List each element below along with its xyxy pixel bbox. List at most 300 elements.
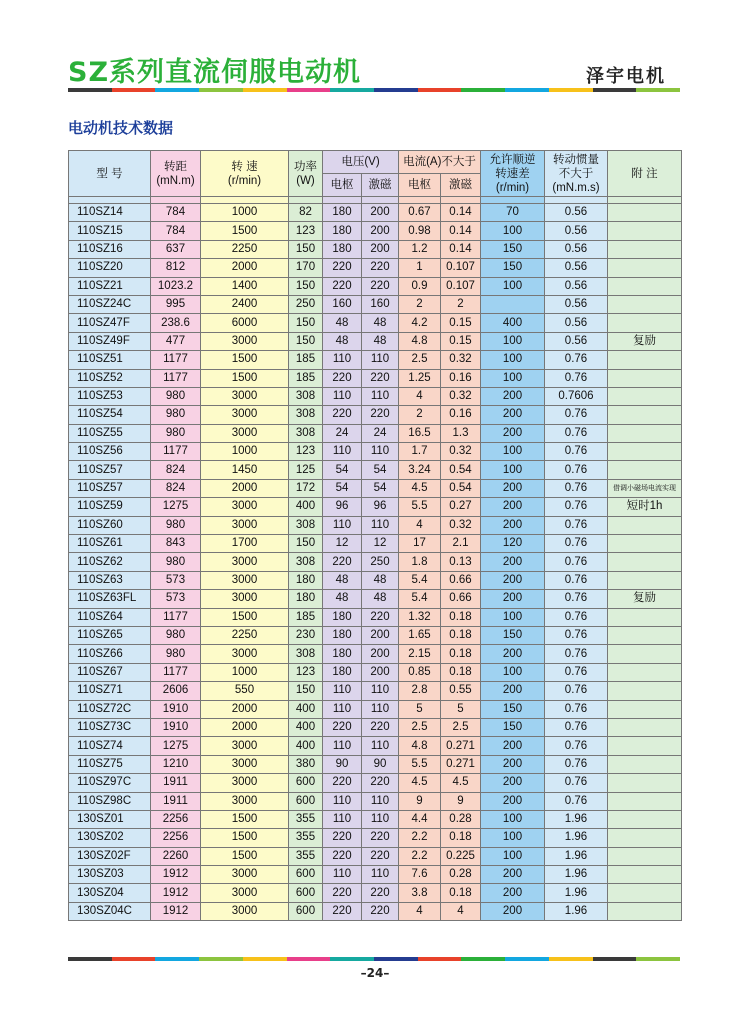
table-cell: 48 [323, 590, 362, 608]
table-cell: 220 [362, 884, 399, 902]
table-row [69, 553, 682, 571]
table-cell: 100 [481, 810, 545, 828]
table-cell: 4.8 [399, 332, 441, 350]
table-cell: 1023.2 [151, 277, 201, 295]
table-row [69, 829, 682, 847]
table-cell: 200 [362, 204, 399, 222]
table-cell: 0.32 [441, 387, 481, 405]
table-cell: 355 [289, 810, 323, 828]
table-cell: 355 [289, 847, 323, 865]
table-cell: 0.76 [545, 351, 608, 369]
table-cell: 220 [323, 718, 362, 736]
table-cell: 24 [362, 424, 399, 442]
table-row [69, 755, 682, 773]
table-cell [608, 608, 682, 626]
table-cell: 0.15 [441, 332, 481, 350]
table-cell: 0.66 [441, 590, 481, 608]
table-cell: 573 [151, 590, 201, 608]
table-cell: 90 [362, 755, 399, 773]
table-cell: 3000 [201, 498, 289, 516]
table-cell: 0.14 [441, 222, 481, 240]
table-cell: 110SZ55 [69, 424, 151, 442]
table-cell: 180 [323, 608, 362, 626]
table-row [69, 277, 682, 295]
table-cell: 0.18 [441, 626, 481, 644]
table-cell: 1177 [151, 443, 201, 461]
table-cell: 0.76 [545, 792, 608, 810]
table-cell: 2.1 [441, 535, 481, 553]
table-cell: 54 [323, 461, 362, 479]
table-cell: 110SZ63 [69, 571, 151, 589]
table-cell: 0.15 [441, 314, 481, 332]
table-cell: 250 [289, 295, 323, 313]
table-cell: 3000 [201, 424, 289, 442]
color-segment [505, 957, 549, 961]
table-cell: 2 [399, 295, 441, 313]
table-cell: 17 [399, 535, 441, 553]
header-power [289, 151, 323, 197]
table-cell: 54 [323, 479, 362, 497]
table-row [69, 240, 682, 258]
table-cell: 2250 [201, 626, 289, 644]
table-cell: 2.5 [441, 718, 481, 736]
table-cell: 150 [481, 240, 545, 258]
table-cell: 110SZ57 [69, 461, 151, 479]
table-cell: 980 [151, 626, 201, 644]
table-cell: 4 [399, 387, 441, 405]
table-cell: 110SZ75 [69, 755, 151, 773]
table-body [69, 204, 682, 921]
table-row [69, 700, 682, 718]
table-cell: 0.76 [545, 608, 608, 626]
table-cell: 短时1h [608, 498, 682, 516]
color-segment [461, 88, 505, 92]
table-cell: 0.76 [545, 774, 608, 792]
table-cell: 150 [289, 332, 323, 350]
table-cell: 3000 [201, 774, 289, 792]
table-cell: 238.6 [151, 314, 201, 332]
table-cell: 110SZ98C [69, 792, 151, 810]
table-cell: 1177 [151, 663, 201, 681]
table-cell: 172 [289, 479, 323, 497]
table-cell: 0.9 [399, 277, 441, 295]
table-cell: 0.28 [441, 866, 481, 884]
table-cell: 200 [481, 516, 545, 534]
table-cell: 0.76 [545, 516, 608, 534]
table-row [69, 663, 682, 681]
table-cell: 5 [441, 700, 481, 718]
table-cell: 110SZ63FL [69, 590, 151, 608]
table-row [69, 443, 682, 461]
table-cell: 48 [323, 332, 362, 350]
table-row [69, 571, 682, 589]
table-cell: 3000 [201, 332, 289, 350]
table-cell: 600 [289, 902, 323, 920]
table-cell: 110SZ74 [69, 737, 151, 755]
table-cell: 48 [362, 314, 399, 332]
table-cell: 100 [481, 443, 545, 461]
table-cell: 2000 [201, 259, 289, 277]
table-cell [608, 829, 682, 847]
table-cell: 110SZ67 [69, 663, 151, 681]
table-cell [481, 295, 545, 313]
table-cell [608, 866, 682, 884]
table-cell: 200 [481, 553, 545, 571]
color-segment [330, 88, 374, 92]
table-row [69, 737, 682, 755]
table-cell: 0.98 [399, 222, 441, 240]
table-cell: 180 [289, 571, 323, 589]
table-cell: 2 [441, 295, 481, 313]
table-cell: 0.56 [545, 222, 608, 240]
header-speed-unit: (r/min) [227, 174, 262, 187]
table-cell: 0.7606 [545, 387, 608, 405]
table-cell: 200 [481, 884, 545, 902]
table-cell: 1 [399, 259, 441, 277]
table-cell: 400 [289, 737, 323, 755]
table-cell: 0.76 [545, 553, 608, 571]
table-cell: 130SZ02 [69, 829, 151, 847]
table-cell: 2.5 [399, 351, 441, 369]
table-cell: 1911 [151, 792, 201, 810]
table-cell: 48 [362, 590, 399, 608]
table-row [69, 718, 682, 736]
table-cell: 110SZ14 [69, 204, 151, 222]
table-cell: 980 [151, 553, 201, 571]
table-cell: 4.2 [399, 314, 441, 332]
table-cell: 0.66 [441, 571, 481, 589]
table-cell: 1.32 [399, 608, 441, 626]
table-row [69, 645, 682, 663]
table-cell: 600 [289, 792, 323, 810]
table-cell: 100 [481, 663, 545, 681]
table-cell: 2.2 [399, 847, 441, 865]
table-cell [608, 240, 682, 258]
table-cell [608, 553, 682, 571]
table-cell: 220 [362, 406, 399, 424]
table-cell: 110SZ20 [69, 259, 151, 277]
table-row [69, 204, 682, 222]
header-inertia-1: 转动惯量 [553, 153, 599, 166]
color-segment [593, 88, 637, 92]
table-cell: 2606 [151, 682, 201, 700]
table-cell: 0.27 [441, 498, 481, 516]
table-cell: 110 [323, 387, 362, 405]
table-cell: 2000 [201, 718, 289, 736]
table-cell: 3000 [201, 590, 289, 608]
table-cell: 110 [362, 516, 399, 534]
table-cell: 110SZ61 [69, 535, 151, 553]
table-cell: 0.32 [441, 443, 481, 461]
table-cell [608, 204, 682, 222]
table-row [69, 369, 682, 387]
table-cell: 220 [323, 406, 362, 424]
table-cell: 843 [151, 535, 201, 553]
table-cell: 110SZ72C [69, 700, 151, 718]
table-cell: 110SZ51 [69, 351, 151, 369]
table-cell: 380 [289, 755, 323, 773]
table-cell: 100 [481, 277, 545, 295]
header-voltage: 电压(V) [323, 151, 399, 174]
table-cell: 0.271 [441, 755, 481, 773]
table-cell: 220 [362, 277, 399, 295]
table-cell: 4.8 [399, 737, 441, 755]
table-cell: 2.5 [399, 718, 441, 736]
table-cell: 0.225 [441, 847, 481, 865]
table-cell [608, 369, 682, 387]
table-cell: 0.56 [545, 295, 608, 313]
table-cell: 5 [399, 700, 441, 718]
table-cell: 110 [323, 792, 362, 810]
table-cell: 0.107 [441, 259, 481, 277]
table-cell [608, 774, 682, 792]
table-cell: 2 [399, 406, 441, 424]
table-cell: 2256 [151, 829, 201, 847]
table-cell: 1.8 [399, 553, 441, 571]
table-cell: 130SZ04C [69, 902, 151, 920]
table-cell: 2000 [201, 700, 289, 718]
color-segment [68, 88, 112, 92]
header-torque [151, 151, 201, 197]
table-cell: 3000 [201, 571, 289, 589]
table-cell: 110 [362, 737, 399, 755]
color-segment [287, 957, 331, 961]
table-cell: 110SZ24C [69, 295, 151, 313]
table-cell: 200 [481, 645, 545, 663]
table-row [69, 387, 682, 405]
table-cell: 200 [481, 590, 545, 608]
color-segment [549, 88, 593, 92]
table-cell: 200 [481, 479, 545, 497]
table-cell: 0.107 [441, 277, 481, 295]
table-cell: 200 [481, 774, 545, 792]
table-cell: 0.56 [545, 240, 608, 258]
table-cell [608, 737, 682, 755]
table-cell: 48 [362, 332, 399, 350]
table-cell: 0.55 [441, 682, 481, 700]
table-cell: 2400 [201, 295, 289, 313]
motor-spec-table [68, 150, 682, 921]
table-cell: 1177 [151, 351, 201, 369]
table-cell: 980 [151, 387, 201, 405]
table-cell: 110SZ16 [69, 240, 151, 258]
table-cell: 110 [323, 682, 362, 700]
table-cell: 110SZ62 [69, 553, 151, 571]
table-cell: 1500 [201, 351, 289, 369]
table-cell: 1.96 [545, 847, 608, 865]
color-segment [68, 957, 112, 961]
table-cell: 0.56 [545, 259, 608, 277]
table-cell: 0.76 [545, 479, 608, 497]
table-cell: 110SZ52 [69, 369, 151, 387]
table-cell: 96 [323, 498, 362, 516]
table-cell: 2260 [151, 847, 201, 865]
table-row [69, 792, 682, 810]
table-cell: 0.18 [441, 829, 481, 847]
table-cell: 200 [362, 222, 399, 240]
header-note: 附 注 [608, 151, 682, 197]
header-speed [201, 151, 289, 197]
color-segment [199, 88, 243, 92]
table-cell: 2000 [201, 479, 289, 497]
page-number: –24– [360, 966, 390, 980]
table-cell [608, 810, 682, 828]
table-cell: 0.76 [545, 498, 608, 516]
table-cell: 220 [323, 884, 362, 902]
table-cell: 2.2 [399, 829, 441, 847]
table-cell: 180 [289, 590, 323, 608]
table-cell: 9 [441, 792, 481, 810]
table-cell: 180 [323, 204, 362, 222]
table-cell: 200 [362, 663, 399, 681]
table-cell: 185 [289, 369, 323, 387]
table-cell: 160 [362, 295, 399, 313]
header-torque-unit: (mN.m) [156, 174, 195, 187]
table-cell: 1500 [201, 847, 289, 865]
table-cell: 980 [151, 516, 201, 534]
header-power-label: 功率 [294, 160, 317, 173]
table-cell: 54 [362, 461, 399, 479]
table-cell: 308 [289, 406, 323, 424]
table-cell: 0.14 [441, 204, 481, 222]
table-cell [608, 884, 682, 902]
section-title: 电动机技术数据 [68, 119, 174, 137]
table-cell [608, 663, 682, 681]
header-inertia-3: (mN.m.s) [552, 181, 600, 194]
table-cell: 1500 [201, 810, 289, 828]
table-cell: 0.85 [399, 663, 441, 681]
table-cell [608, 277, 682, 295]
table-cell: 180 [323, 240, 362, 258]
table-row [69, 259, 682, 277]
table-cell: 200 [481, 571, 545, 589]
table-cell: 0.32 [441, 351, 481, 369]
color-segment [112, 957, 156, 961]
table-row [69, 479, 682, 497]
table-cell: 9 [399, 792, 441, 810]
table-cell: 0.56 [545, 332, 608, 350]
table-cell: 0.14 [441, 240, 481, 258]
table-cell [608, 645, 682, 663]
table-cell: 400 [481, 314, 545, 332]
table-cell: 110SZ54 [69, 406, 151, 424]
color-segment [243, 957, 287, 961]
table-cell: 220 [362, 369, 399, 387]
table-cell: 1400 [201, 277, 289, 295]
table-cell: 1500 [201, 608, 289, 626]
top-color-bar [68, 88, 680, 92]
table-cell: 1000 [201, 204, 289, 222]
table-cell [608, 902, 682, 920]
table-cell: 1.65 [399, 626, 441, 644]
table-cell: 100 [481, 222, 545, 240]
table-cell: 0.54 [441, 479, 481, 497]
table-cell: 150 [481, 626, 545, 644]
table-cell: 4 [399, 516, 441, 534]
table-cell: 220 [362, 608, 399, 626]
table-cell: 180 [323, 222, 362, 240]
table-cell: 5.4 [399, 571, 441, 589]
table-cell: 1275 [151, 737, 201, 755]
table-cell: 1912 [151, 866, 201, 884]
table-cell: 0.76 [545, 737, 608, 755]
table-cell: 110SZ21 [69, 277, 151, 295]
table-cell: 48 [323, 314, 362, 332]
table-row [69, 774, 682, 792]
table-cell: 110 [362, 682, 399, 700]
color-segment [374, 957, 418, 961]
table-cell: 110SZ49F [69, 332, 151, 350]
table-cell: 复励 [608, 590, 682, 608]
table-cell: 0.76 [545, 461, 608, 479]
bottom-color-bar [68, 957, 680, 961]
table-cell: 3000 [201, 387, 289, 405]
table-cell: 477 [151, 332, 201, 350]
table-cell: 812 [151, 259, 201, 277]
table-cell: 110 [362, 810, 399, 828]
table-cell: 0.76 [545, 535, 608, 553]
table-cell: 220 [362, 829, 399, 847]
table-cell: 110SZ56 [69, 443, 151, 461]
table-cell: 220 [323, 553, 362, 571]
table-cell: 180 [323, 626, 362, 644]
table-cell: 3.24 [399, 461, 441, 479]
table-cell: 637 [151, 240, 201, 258]
table-cell [608, 406, 682, 424]
table-cell: 6000 [201, 314, 289, 332]
table-cell: 220 [323, 774, 362, 792]
table-cell: 12 [323, 535, 362, 553]
header-speed-diff [481, 151, 545, 197]
header-speed-label: 转 速 [231, 160, 258, 173]
table-cell: 1912 [151, 884, 201, 902]
color-segment [593, 957, 637, 961]
table-cell: 150 [289, 240, 323, 258]
table-cell: 180 [323, 645, 362, 663]
table-cell: 0.28 [441, 810, 481, 828]
table-cell: 0.67 [399, 204, 441, 222]
table-cell: 110 [362, 443, 399, 461]
table-cell: 4.5 [441, 774, 481, 792]
color-segment [549, 957, 593, 961]
table-cell: 0.76 [545, 424, 608, 442]
table-cell: 110 [323, 351, 362, 369]
table-cell: 0.76 [545, 682, 608, 700]
table-row [69, 866, 682, 884]
table-cell: 400 [289, 700, 323, 718]
table-cell: 220 [323, 259, 362, 277]
table-cell: 82 [289, 204, 323, 222]
table-cell: 110SZ47F [69, 314, 151, 332]
table-cell: 5.5 [399, 498, 441, 516]
table-cell: 110 [323, 866, 362, 884]
table-cell: 200 [362, 240, 399, 258]
table-cell: 200 [481, 792, 545, 810]
header-speed-diff-1: 允许顺逆 [489, 153, 536, 166]
table-cell: 784 [151, 222, 201, 240]
table-cell: 3000 [201, 406, 289, 424]
table-cell: 48 [323, 571, 362, 589]
header-voltage-excitation: 激磁 [362, 174, 399, 197]
table-cell: 185 [289, 608, 323, 626]
table-cell: 1500 [201, 829, 289, 847]
table-cell: 0.76 [545, 626, 608, 644]
table-cell: 0.76 [545, 755, 608, 773]
table-cell: 308 [289, 387, 323, 405]
table-row [69, 884, 682, 902]
table-cell: 125 [289, 461, 323, 479]
table-row [69, 351, 682, 369]
